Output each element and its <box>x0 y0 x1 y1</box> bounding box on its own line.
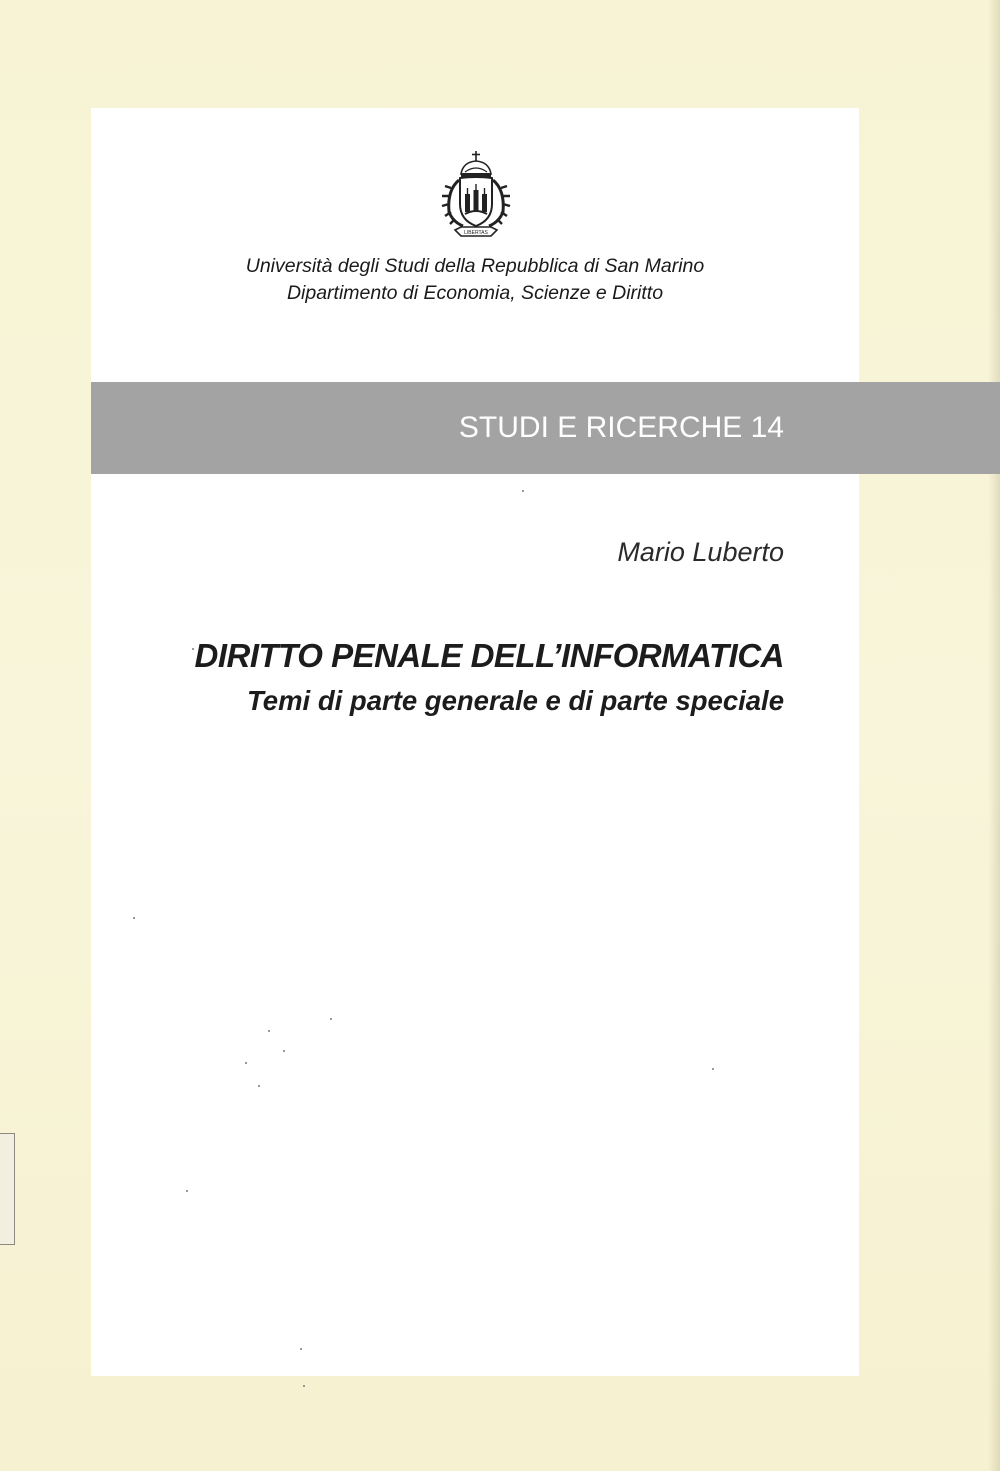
library-label-tab <box>0 1133 15 1245</box>
author-name: Mario Luberto <box>617 537 784 567</box>
scan-speck <box>258 1085 260 1087</box>
scan-speck <box>712 1068 714 1070</box>
institution-department: Dipartimento di Economia, Scienze e Diritto <box>286 282 664 304</box>
book-title: DIRITTO PENALE DELL’INFORMATICA <box>194 637 784 674</box>
scan-speck <box>133 917 135 919</box>
scan-speck <box>300 1348 302 1350</box>
scan-speck <box>186 1190 188 1192</box>
book-subtitle: Temi di parte generale e di parte speciale <box>247 685 784 716</box>
scan-speck <box>330 1018 332 1020</box>
scan-speck <box>245 1062 247 1064</box>
cover-edge-shadow <box>988 0 1000 1471</box>
coat-of-arms-icon <box>437 150 515 242</box>
scan-speck <box>283 1050 285 1052</box>
scan-speck <box>303 1385 305 1387</box>
scan-speck <box>192 648 194 650</box>
institution <box>91 253 859 307</box>
scan-speck <box>268 1030 270 1032</box>
series-title: STUDI E RICERCHE 14 <box>458 411 784 444</box>
scan-speck <box>522 490 524 492</box>
svg-text:LIBERTAS: LIBERTAS <box>464 230 488 236</box>
institution-university: Università degli Studi della Repubblica di San Marino <box>245 255 705 277</box>
